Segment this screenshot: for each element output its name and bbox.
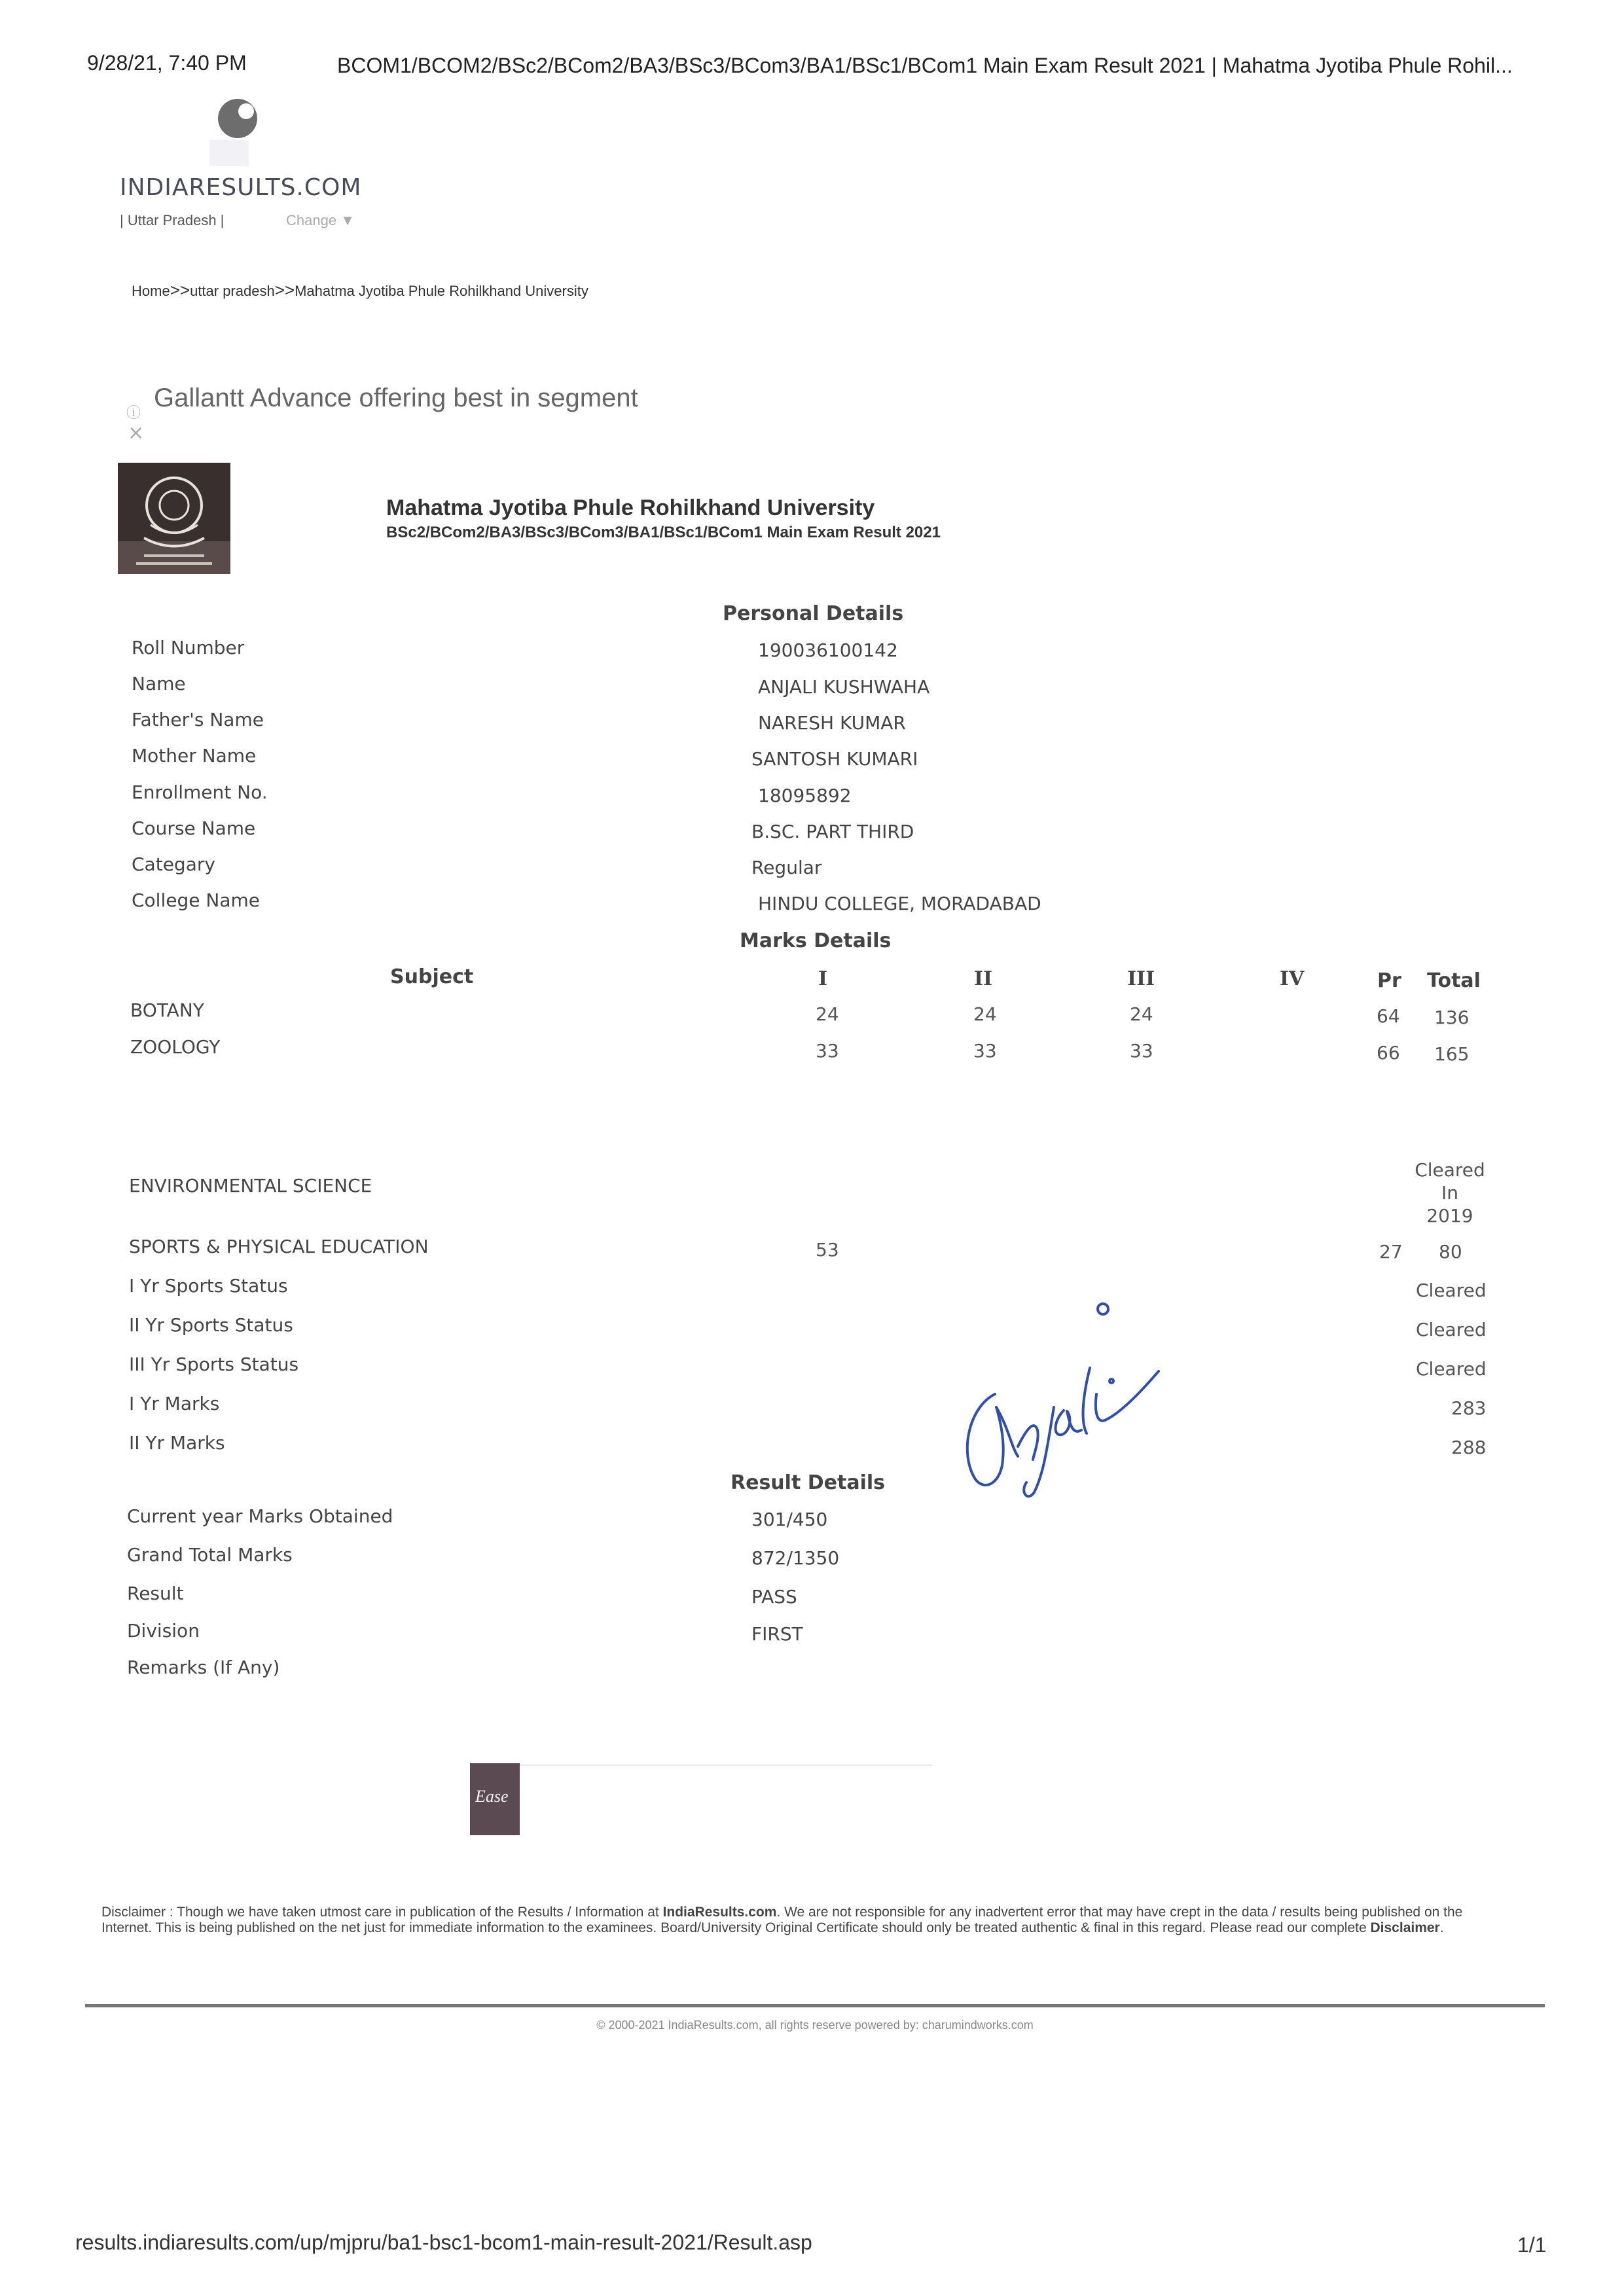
sports-status-3-label: III Yr Sports Status [129,1354,299,1375]
remarks-label: Remarks (If Any) [127,1657,280,1678]
col-pr: Pr [1377,969,1401,992]
banner-ad-text: Ease [475,1787,509,1806]
ad-info-icon[interactable]: ⓘ [126,405,141,422]
print-page-number: 1/1 [1517,2233,1547,2257]
roll-number-value: 190036100142 [758,639,898,661]
current-marks-label: Current year Marks Obtained [127,1505,393,1527]
banner-edge [520,1765,932,1766]
sports-status-1-value: Cleared [1416,1280,1487,1301]
cell-iii: 24 [1130,1003,1153,1025]
year-1-marks-value: 283 [1451,1397,1487,1419]
sports-total: 80 [1439,1241,1462,1263]
sports-status-2-label: II Yr Sports Status [129,1314,293,1336]
sports-status-1-label: I Yr Sports Status [129,1275,288,1297]
disclaimer-link[interactable]: Disclaimer [1370,1920,1440,1935]
division-value: FIRST [751,1623,803,1645]
cell-ii: 33 [973,1040,997,1062]
col-iv: IV [1280,967,1305,990]
result-details-heading: Result Details [731,1471,885,1494]
col-iii: III [1127,967,1155,990]
handwritten-signature [956,1296,1172,1505]
banner-ad[interactable] [470,1763,520,1835]
division-label: Division [127,1620,200,1641]
sports-status-3-value: Cleared [1416,1358,1487,1380]
ad-close-icon[interactable]: × [128,422,145,444]
result-label: Result [127,1583,184,1604]
enrollment-label: Enrollment No. [132,781,268,803]
cell-total: 165 [1434,1043,1470,1065]
result-value: PASS [751,1586,797,1607]
course-value: B.SC. PART THIRD [751,821,914,842]
grand-total-value: 872/1350 [751,1547,840,1569]
site-logo-icon[interactable] [216,97,259,140]
cell-i: 33 [816,1040,839,1062]
roll-number-label: Roll Number [132,637,245,658]
category-value: Regular [751,857,822,878]
enrollment-value: 18095892 [758,785,852,806]
cell-iii: 33 [1130,1040,1153,1062]
exam-name: BSc2/BCom2/BA3/BSc3/BCom3/BA1/BSc1/BCom1 Main Exam Result 2021 [386,524,941,541]
current-marks-value: 301/450 [751,1509,828,1530]
site-brand[interactable]: INDIARESULTS.COM [120,174,362,201]
disclaimer: Disclaimer : Though we have taken utmost care in publication of the Results / Information at IndiaResults.com. We are not responsible for any inadvertent error that may have crept in the data / results being published on the Internet. This is being published on the net just for immediate information to the examinees. Board/University Original Certificate should only be treated authentic & final in this regard. Please read our complete Disclaimer. [101,1905,1463,1935]
university-seal-icon [118,463,230,574]
ad-text[interactable]: Gallantt Advance offering best in segment [154,384,638,412]
name-label: Name [132,673,186,694]
breadcrumb-sep: >> [170,280,190,300]
col-i: I [818,967,828,990]
name-value: ANJALI KUSHWAHA [758,676,930,698]
subject-name: BOTANY [130,999,204,1021]
year-2-marks-label: II Yr Marks [129,1432,225,1454]
father-name-value: NARESH KUMAR [758,712,906,734]
cell-ii: 24 [973,1003,997,1025]
breadcrumb-state[interactable]: uttar pradesh [190,283,275,299]
year-2-marks-value: 288 [1451,1437,1487,1458]
father-name-label: Father's Name [132,709,264,730]
university-name: Mahatma Jyotiba Phule Rohilkhand University [386,495,875,520]
cell-pr: 64 [1377,1005,1400,1027]
cell-total: 136 [1434,1007,1470,1028]
breadcrumb [132,280,588,300]
year-1-marks-label: I Yr Marks [129,1393,220,1414]
sports-i: 53 [816,1239,839,1261]
col-subject: Subject [390,965,474,988]
subject-name: ZOOLOGY [130,1036,221,1058]
print-datetime: 9/28/21, 7:40 PM [87,51,247,75]
sports-name: SPORTS & PHYSICAL EDUCATION [129,1236,429,1257]
region-label: | Uttar Pradesh | [120,212,225,228]
breadcrumb-university[interactable]: Mahatma Jyotiba Phule Rohilkhand University [295,283,588,299]
sports-status-2-value: Cleared [1416,1319,1487,1340]
mother-name-value: SANTOSH KUMARI [751,748,918,770]
cell-i: 24 [816,1003,839,1025]
category-label: Categary [132,853,215,875]
col-ii: II [974,967,993,990]
personal-details-heading: Personal Details [723,602,904,625]
marks-details-heading: Marks Details [740,929,892,952]
disclaimer-site: IndiaResults.com [662,1905,777,1920]
college-value: HINDU COLLEGE, MORADABAD [758,893,1041,914]
cell-pr: 66 [1377,1042,1400,1064]
env-science-name: ENVIRONMENTAL SCIENCE [129,1175,372,1196]
copyright: © 2000-2021 IndiaResults.com, all rights reserve powered by: charumindworks.com [596,2018,1034,2032]
logo-shadow [209,140,249,166]
footer-divider [85,2004,1545,2007]
print-page-title: BCOM1/BCOM2/BSc2/BCom2/BA3/BSc3/BCom3/BA1/BSc1/BCom1 Main Exam Result 2021 | Mahatma Jyotiba Phule Rohil... [337,54,1513,77]
breadcrumb-sep: >> [274,280,295,300]
change-region-button[interactable]: Change ▼ [286,212,355,228]
grand-total-label: Grand Total Marks [127,1544,293,1566]
breadcrumb-home[interactable]: Home [132,283,170,299]
college-label: College Name [132,889,260,911]
col-total: Total [1427,969,1481,992]
mother-name-label: Mother Name [132,745,257,766]
env-science-status: Cleared In 2019 [1415,1159,1485,1227]
course-label: Course Name [132,817,256,839]
print-url: results.indiaresults.com/up/mjpru/ba1-bsc1-bcom1-main-result-2021/Result.asp [75,2231,812,2254]
sports-pr: 27 [1379,1241,1403,1263]
